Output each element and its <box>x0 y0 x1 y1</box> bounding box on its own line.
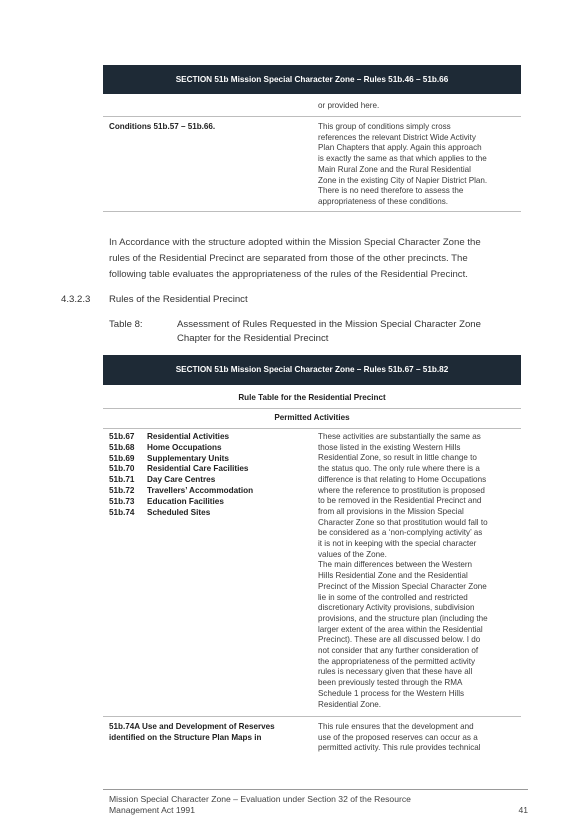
rule-row <box>109 475 253 486</box>
rule-code: 51b.74 <box>109 507 135 517</box>
rule-74a-text: This rule ensures that the development and use of the proposed reserves can occur as a permitted activity. This rule provides technical <box>318 722 481 753</box>
footer-line2: Management Act 1991 <box>109 805 195 815</box>
rule-row <box>109 443 253 454</box>
rule-code: 51b.73 <box>109 496 135 506</box>
rule-row <box>109 454 253 465</box>
rule-name: Residential Care Facilities <box>147 464 249 474</box>
permitted-activities-heading: Permitted Activities <box>274 413 350 422</box>
table-caption-line1: Assessment of Rules Requested in the Mission Special Character Zone <box>177 319 481 330</box>
rule-code: 51b.72 <box>109 485 135 495</box>
rule-row <box>109 497 253 508</box>
permitted-rules-list <box>109 432 253 518</box>
paragraph-line: rules of the Residential Precinct are separated from those of the other precincts. The <box>109 253 468 264</box>
table2-header: SECTION 51b Mission Special Character Zone – Rules 51b.67 – 51b.82 <box>103 355 521 385</box>
rule-code: 51b.68 <box>109 442 135 452</box>
paragraph-line: In Accordance with the structure adopted within the Mission Special Character Zone the <box>109 237 481 248</box>
table-caption-line2: Chapter for the Residential Precinct <box>177 333 329 344</box>
table2-subheader: Rule Table for the Residential Precinct <box>238 393 386 402</box>
table1-divider <box>103 116 521 117</box>
rule-name: Travellers’ Accommodation <box>147 485 254 495</box>
rule-code: 51b.67 <box>109 432 135 441</box>
section-title: Rules of the Residential Precinct <box>109 294 248 305</box>
paragraph-line: following table evaluates the appropriateness of the rules of the Residential Precinct. <box>109 269 468 280</box>
section-number: 4.3.2.3 <box>61 294 91 305</box>
footer-rule <box>103 789 528 790</box>
rule-row <box>109 432 253 443</box>
body-paragraph <box>109 235 529 283</box>
rule-name: Education Facilities <box>147 496 224 506</box>
footer-line1: Mission Special Character Zone – Evaluation under Section 32 of the Resource <box>109 794 411 804</box>
table2-divider <box>103 408 521 409</box>
table1-continued-text: or provided here. <box>318 101 380 110</box>
table1-header: SECTION 51b Mission Special Character Zone – Rules 51b.46 – 51b.66 <box>103 65 521 94</box>
rule-code: 51b.69 <box>109 453 135 463</box>
rule-row <box>109 464 253 475</box>
rule-74a-label: 51b.74A Use and Development of Reserves identified on the Structure Plan Maps in <box>109 722 275 742</box>
table1-bottom-border <box>103 211 521 212</box>
rule-name: Scheduled Sites <box>147 507 211 517</box>
table2-divider <box>103 716 521 717</box>
permitted-activities-evaluation: These activities are substantially the same as those listed in the existing Western Hills Residential Zone, so result in little change to the status quo. The only rule where there is a difference is that relating to Home Occupations where the reference to prostitution is proposed to be removed in the Residential Precinct and from all provisions in the Mission Special Character Zone so that prostitution would fall to be considered as a ‘non-complying activity’ as it is not in keeping with the special character values of the Zone. The main differences between the Western Hills Residential Zone and the Residential Precinct of the Mission Special Character Zone lie in some of the controlled and restricted discretionary Activity provisions, subdivision provisions, and the structure plan (including the larger extent of the area within the Residential Precinct). These are all discussed below. I do not consider that any further consideration of the appropriateness of the permitted activity rules is necessary given that these have all been previously tested through the RMA Schedule 1 process for the Western Hills Residential Zone. <box>318 432 488 709</box>
rule-name: Day Care Centres <box>147 475 216 485</box>
rule-row <box>109 508 253 519</box>
table-caption-label: Table 8: <box>109 319 143 330</box>
rule-code: 51b.71 <box>109 475 135 485</box>
page-number: 41 <box>518 805 528 815</box>
rule-name: Supplementary Units <box>147 453 229 463</box>
rule-name: Home Occupations <box>147 442 222 452</box>
rule-name: Residential Activities <box>147 432 230 441</box>
rule-row <box>109 486 253 497</box>
conditions-text: This group of conditions simply cross references the relevant District Wide Activity Plan Chapters that apply. Again this approach is exactly the same as that which applies to the Main Rural Zone and the Rural Residential Zone in the existing City of Napier District Plan. There is no need therefore to assess the appropriateness of these conditions. <box>318 122 488 206</box>
rule-code: 51b.70 <box>109 464 135 474</box>
table2-divider <box>103 428 521 429</box>
conditions-label: Conditions 51b.57 – 51b.66. <box>109 122 216 131</box>
